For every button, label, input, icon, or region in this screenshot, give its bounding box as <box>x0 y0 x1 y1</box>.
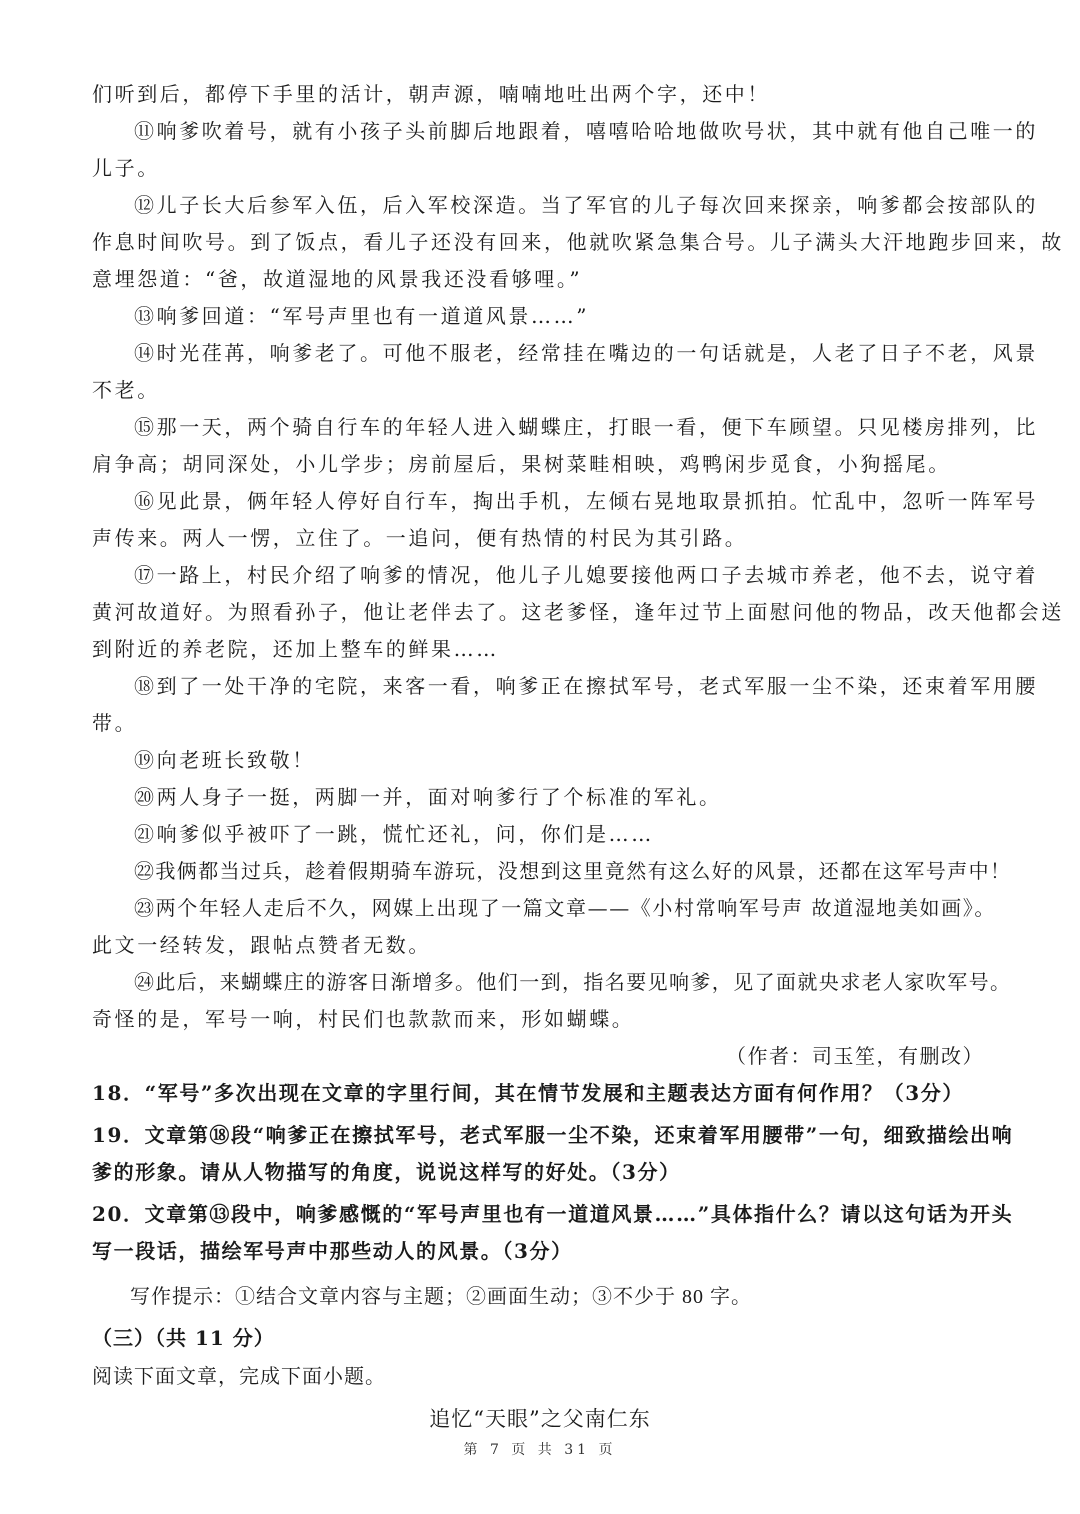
paragraph-line: 不老。 <box>92 378 160 402</box>
writing-tip: 写作提示：①结合文章内容与主题；②画面生动；③不少于 80 字。 <box>130 1286 752 1308</box>
section-heading: （三）（共 11 分） <box>92 1326 275 1350</box>
question-20-line-1: 20．文章第⑬段中，响爹感慨的“军号声里也有一道道风景……”具体指什么？请以这句话为开头 <box>92 1202 1014 1226</box>
paragraph-21-line: ㉑响爹似乎被吓了一跳，慌忙还礼，问，你们是…… <box>134 822 654 846</box>
paragraph-18-line: ⑱到了一处干净的宅院，来客一看，响爹正在擦拭军号，老式军服一尘不染，还束着军用腰 <box>134 674 1038 698</box>
question-18: 18．“军号”多次出现在文章的字里行间，其在情节发展和主题表达方面有何作用？（3分） <box>92 1081 964 1105</box>
question-20-line-2: 写一段话，描绘军号声中那些动人的风景。（3分） <box>92 1239 573 1263</box>
paragraph-13-line: ⑬响爹回道：“军号声里也有一道道风景……” <box>134 304 590 328</box>
author-credit: （作者：司玉笙，有删改） <box>726 1044 984 1068</box>
paragraph-12-line: ⑫儿子长大后参军入伍，后入军校深造。当了军官的儿子每次回来探亲，响爹都会按部队的 <box>134 193 1038 217</box>
paragraph-line: 们听到后，都停下手里的活计，朝声源，喃喃地吐出两个字，还中！ <box>92 82 770 106</box>
paragraph-line: 肩争高；胡同深处，小儿学步；房前屋后，果树菜畦相映，鸡鸭闲步觅食，小狗摇尾。 <box>92 452 951 476</box>
paragraph-11-line: ⑪响爹吹着号，就有小孩子头前脚后地跟着，嘻嘻哈哈地做吹号状，其中就有他自己唯一的 <box>134 119 1038 143</box>
paragraph-17-line: ⑰一路上，村民介绍了响爹的情况，他儿子儿媳要接他两口子去城市养老，他不去，说守着 <box>134 563 1038 587</box>
page-number-footer: 第 7 页 共 31 页 <box>463 1442 617 1458</box>
paragraph-24-line: ㉔此后，来蝴蝶庄的游客日渐增多。他们一到，指名要见响爹，见了面就央求老人家吹军号。 <box>134 970 1012 994</box>
paragraph-line: 奇怪的是，军号一响，村民们也款款而来，形如蝴蝶。 <box>92 1007 635 1031</box>
paragraph-22-line: ㉒我俩都当过兵，趁着假期骑车游玩，没想到这里竟然有这么好的风景，还都在这军号声中！ <box>134 859 1012 883</box>
paragraph-line: 儿子。 <box>92 156 160 180</box>
paragraph-line: 到附近的养老院，还加上整车的鲜果…… <box>92 637 499 661</box>
question-19-line-2: 爹的形象。请从人物描写的角度，说说这样写的好处。（3分） <box>92 1160 681 1184</box>
paragraph-line: 声传来。两人一愣，立住了。一追问，便有热情的村民为其引路。 <box>92 526 748 550</box>
paragraph-20-line: ⑳两人身子一挺，两脚一并，面对响爹行了个标准的军礼。 <box>134 785 722 809</box>
paragraph-15-line: ⑮那一天，两个骑自行车的年轻人进入蝴蝶庄，打眼一看，便下车顾望。只见楼房排列，比 <box>134 415 1038 439</box>
paragraph-16-line: ⑯见此景，俩年轻人停好自行车，掏出手机，左倾右晃地取景抓拍。忙乱中，忽听一阵军号 <box>134 489 1038 513</box>
paragraph-line: 带。 <box>92 711 138 735</box>
paragraph-14-line: ⑭时光荏苒，响爹老了。可他不服老，经常挂在嘴边的一句话就是，人老了日子不老，风景 <box>134 341 1038 365</box>
paragraph-line: 意埋怨道：“爸，故道湿地的风景我还没看够哩。” <box>92 267 583 291</box>
paragraph-19-line: ⑲向老班长致敬！ <box>134 748 315 772</box>
article-title: 追忆“天眼”之父南仁东 <box>429 1407 651 1431</box>
paragraph-line: 黄河故道好。为照看孙子，他让老伴去了。这老爹怪，逢年过节上面慰问他的物品，改天他都会送 <box>92 600 1064 624</box>
reading-instruction: 阅读下面文章，完成下面小题。 <box>92 1364 386 1388</box>
paragraph-23-line: ㉓两个年轻人走后不久，网媒上出现了一篇文章——《小村常响军号声 故道湿地美如画》。 <box>134 896 996 920</box>
paragraph-line: 此文一经转发，跟帖点赞者无数。 <box>92 933 431 957</box>
paragraph-line: 作息时间吹号。到了饭点，看儿子还没有回来，他就吹紧急集合号。儿子满头大汗地跑步回来，故 <box>92 230 1064 254</box>
question-19-line-1: 19．文章第⑱段“响爹正在擦拭军号，老式军服一尘不染，还束着军用腰带”一句，细致描绘出响 <box>92 1123 1014 1147</box>
